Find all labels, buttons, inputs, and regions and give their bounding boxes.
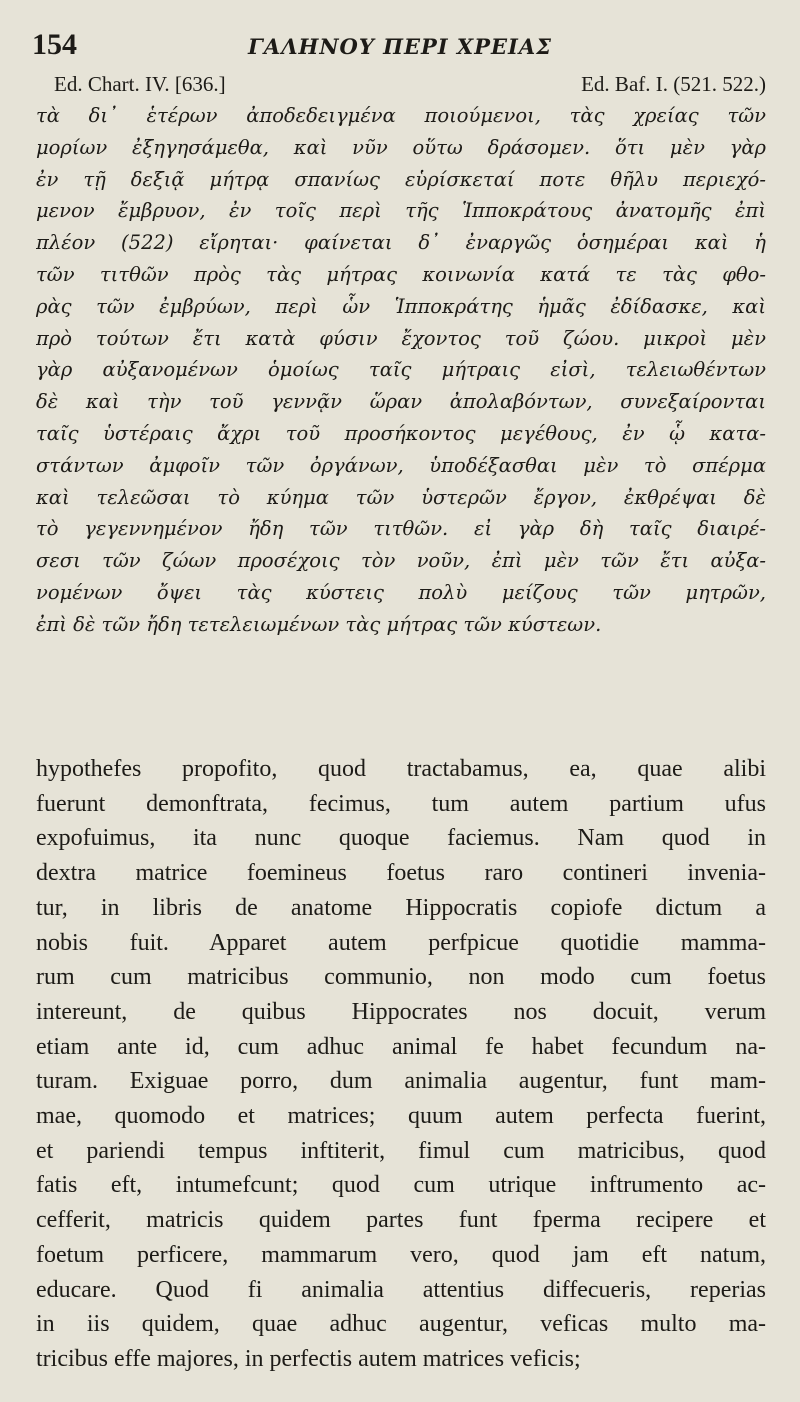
latin-text-line: cefferit, matricis quidem partes funt fperma recipere et (36, 1207, 766, 1234)
latin-text-line: intereunt, de quibus Hippocrates nos docuit, verum (36, 998, 766, 1025)
greek-text-line: σεσι τῶν ζώων προσέχοις τὸν νοῦν, ἐπὶ μὲν τῶν ἔτι αὐξα- (36, 549, 766, 573)
latin-text-line: tricibus effe majores, in perfectis autem matrices veficis; (36, 1345, 581, 1372)
latin-text-line: hypothefes propofito, quod tractabamus, ea, quae alibi (36, 756, 766, 782)
greek-text-line: τὰ δι᾿ ἑτέρων ἀποδεδειγμένα ποιούμενοι, τὰς χρείας τῶν (36, 104, 766, 127)
greek-text-line: καὶ τελεῶσαι τὸ κύημα τῶν ὑστερῶν ἔργον, ἐκθρέψαι δὲ (36, 485, 766, 509)
greek-text-line: στάντων ἀμφοῖν τῶν ὀργάνων, ὑποδέξασθαι μὲν τὸ σπέρμα (36, 453, 766, 477)
latin-text-line: tur, in libris de anatome Hippocratis copiofe dictum a (36, 894, 766, 921)
edition-reference-right: Ed. Baf. I. (521. 522.) (581, 72, 766, 96)
latin-text-line: mae, quomodo et matrices; quum autem perfecta fuerint, (36, 1103, 766, 1130)
latin-text-line: educare. Quod fi animalia attentius diffecueris, reperias (36, 1276, 766, 1303)
greek-text-line: μενον ἔμβρυον, ἐν τοῖς περὶ τῆς Ἱπποκράτους ἀνατομῆς ἐπὶ (36, 199, 766, 223)
greek-text-line: πλέον (522) εἴρηται· φαίνεται δ᾿ ἐναργῶς ὁσημέραι καὶ ἡ (36, 231, 766, 255)
greek-text-line: ἐπὶ δὲ τῶν ἤδη τετελειωμένων τὰς μήτρας τῶν κύστεων. (36, 612, 602, 636)
running-title: ΓΑΛΗΝΟΥ ΠΕΡΙ ΧΡΕΙΑΣ (248, 34, 552, 59)
greek-text-line: πρὸ τούτων ἔτι κατὰ φύσιν ἔχοντος τοῦ ζώου. μικροὶ μὲν (36, 326, 766, 350)
greek-text-line: ρὰς τῶν ἐμβρύων, περὶ ὧν Ἱπποκράτης ἡμᾶς ἐδίδασκε, καὶ (36, 294, 766, 318)
latin-text-line: et pariendi tempus inftiterit, fimul cum matricibus, quod (36, 1137, 766, 1164)
greek-text-line: ταῖς ὑστέραις ἄχρι τοῦ προσήκοντος μεγέθους, ἐν ᾧ κατα- (36, 421, 766, 445)
page-header (32, 28, 768, 68)
latin-text-line: etiam ante id, cum adhuc animal fe habet fecundum na- (36, 1033, 766, 1060)
greek-text-line: γὰρ αὐξανομένων ὁμοίως ταῖς μήτραις εἰσὶ, τελειωθέντων (36, 358, 766, 382)
greek-text-line: δὲ καὶ τὴν τοῦ γεννᾷν ὥραν ἀπολαβόντων, συνεξαίρονται (36, 390, 766, 414)
page-number: 154 (32, 28, 77, 61)
greek-text-line: τῶν τιτθῶν πρὸς τὰς μήτρας κοινωνία κατά τε τὰς φθο- (36, 262, 766, 286)
edition-reference-left: Ed. Chart. IV. [636.] (54, 72, 226, 96)
latin-text-line: dextra matrice foemineus foetus raro contineri invenia- (36, 860, 766, 887)
latin-text-line: nobis fuit. Apparet autem perfpicue quotidie mamma- (36, 929, 766, 956)
latin-text-block (36, 752, 766, 1377)
latin-text-line: fatis eft, intumefcunt; quod cum utrique inftrumento ac- (36, 1172, 766, 1199)
greek-text-line: μορίων ἐξηγησάμεθα, καὶ νῦν οὕτω δράσομεν. ὅτι μὲν γὰρ (36, 135, 766, 159)
edition-reference-line (54, 72, 766, 100)
latin-text-line: fuerunt demonftrata, fecimus, tum autem partium ufus (36, 790, 766, 817)
greek-text-line: ἐν τῇ δεξιᾷ μήτρᾳ σπανίως εὑρίσκεταί ποτε θῆλυ περιεχό- (36, 167, 766, 191)
latin-text-line: turam. Exiguae porro, dum animalia augentur, funt mam- (36, 1068, 766, 1095)
latin-text-line: foetum perficere, mammarum vero, quod jam eft natum, (36, 1241, 766, 1268)
latin-text-line: rum cum matricibus communio, non modo cum foetus (36, 964, 766, 991)
greek-text-line: νομένων ὄψει τὰς κύστεις πολὺ μείζους τῶν μητρῶν, (36, 580, 766, 604)
greek-text-block (36, 100, 766, 641)
latin-text-line: in iis quidem, quae adhuc augentur, veficas multo ma- (36, 1311, 766, 1338)
greek-text-line: τὸ γεγεννημένον ἤδη τῶν τιτθῶν. εἰ γὰρ δὴ ταῖς διαιρέ- (36, 517, 766, 541)
latin-text-line: expofuimus, ita nunc quoque faciemus. Nam quod in (36, 825, 766, 852)
